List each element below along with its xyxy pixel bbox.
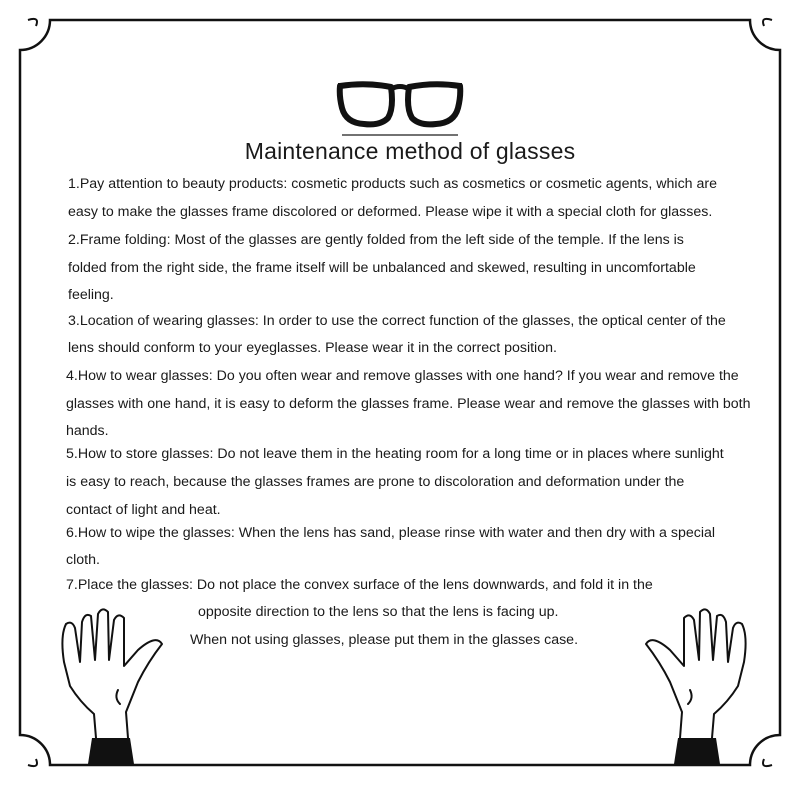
paragraph-4-line-1: 4.How to wear glasses: Do you often wear and remove glasses with one hand? If you wear and remove the [66,368,739,384]
left-hand-illustration [58,606,178,766]
right-hand-illustration [630,606,750,766]
eyeglasses-icon [336,78,464,138]
paragraph-5-line-3: contact of light and heat. [66,502,221,518]
paragraph-3-line-1: 3.Location of wearing glasses: In order to use the correct function of the glasses, the optical center of the [68,313,726,329]
paragraph-2-line-2: folded from the right side, the frame itself will be unbalanced and skewed, resulting in uncomfortable [68,260,696,276]
paragraph-6-line-1: 6.How to wipe the glasses: When the lens has sand, please rinse with water and then dry with a special [66,525,716,541]
paragraph-5-line-2: is easy to reach, because the glasses frames are prone to discoloration and deformation under the [66,474,685,490]
paragraph-1-line-2: easy to make the glasses frame discolored or deformed. Please wipe it with a special cloth for glasses. [68,204,713,220]
paragraph-2-line-1: 2.Frame folding: Most of the glasses are gently folded from the left side of the temple. If the lens is [68,232,684,248]
page-title: Maintenance method of glasses [244,138,576,164]
paragraph-2-line-3: feeling. [68,287,114,303]
paragraph-4-line-3: hands. [66,423,109,439]
paragraph-5-line-1: 5.How to store glasses: Do not leave them in the heating room for a long time or in places where sunlight [66,446,724,462]
paragraph-6-line-2: cloth. [66,552,100,568]
paragraph-1-line-1: 1.Pay attention to beauty products: cosmetic products such as cosmetics or cosmetic agents, which are [68,176,717,192]
paragraph-7-line-1: 7.Place the glasses: Do not place the convex surface of the lens downwards, and fold it in the [66,577,653,593]
paragraph-7-line-2: opposite direction to the lens so that the lens is facing up. [198,604,559,620]
paragraph-3-line-2: lens should conform to your eyeglasses. Please wear it in the correct position. [68,340,557,356]
paragraph-7-line-3: When not using glasses, please put them in the glasses case. [190,632,579,648]
paragraph-4-line-2: glasses with one hand, it is easy to deform the glasses frame. Please wear and remove the glasses with both [66,396,751,412]
